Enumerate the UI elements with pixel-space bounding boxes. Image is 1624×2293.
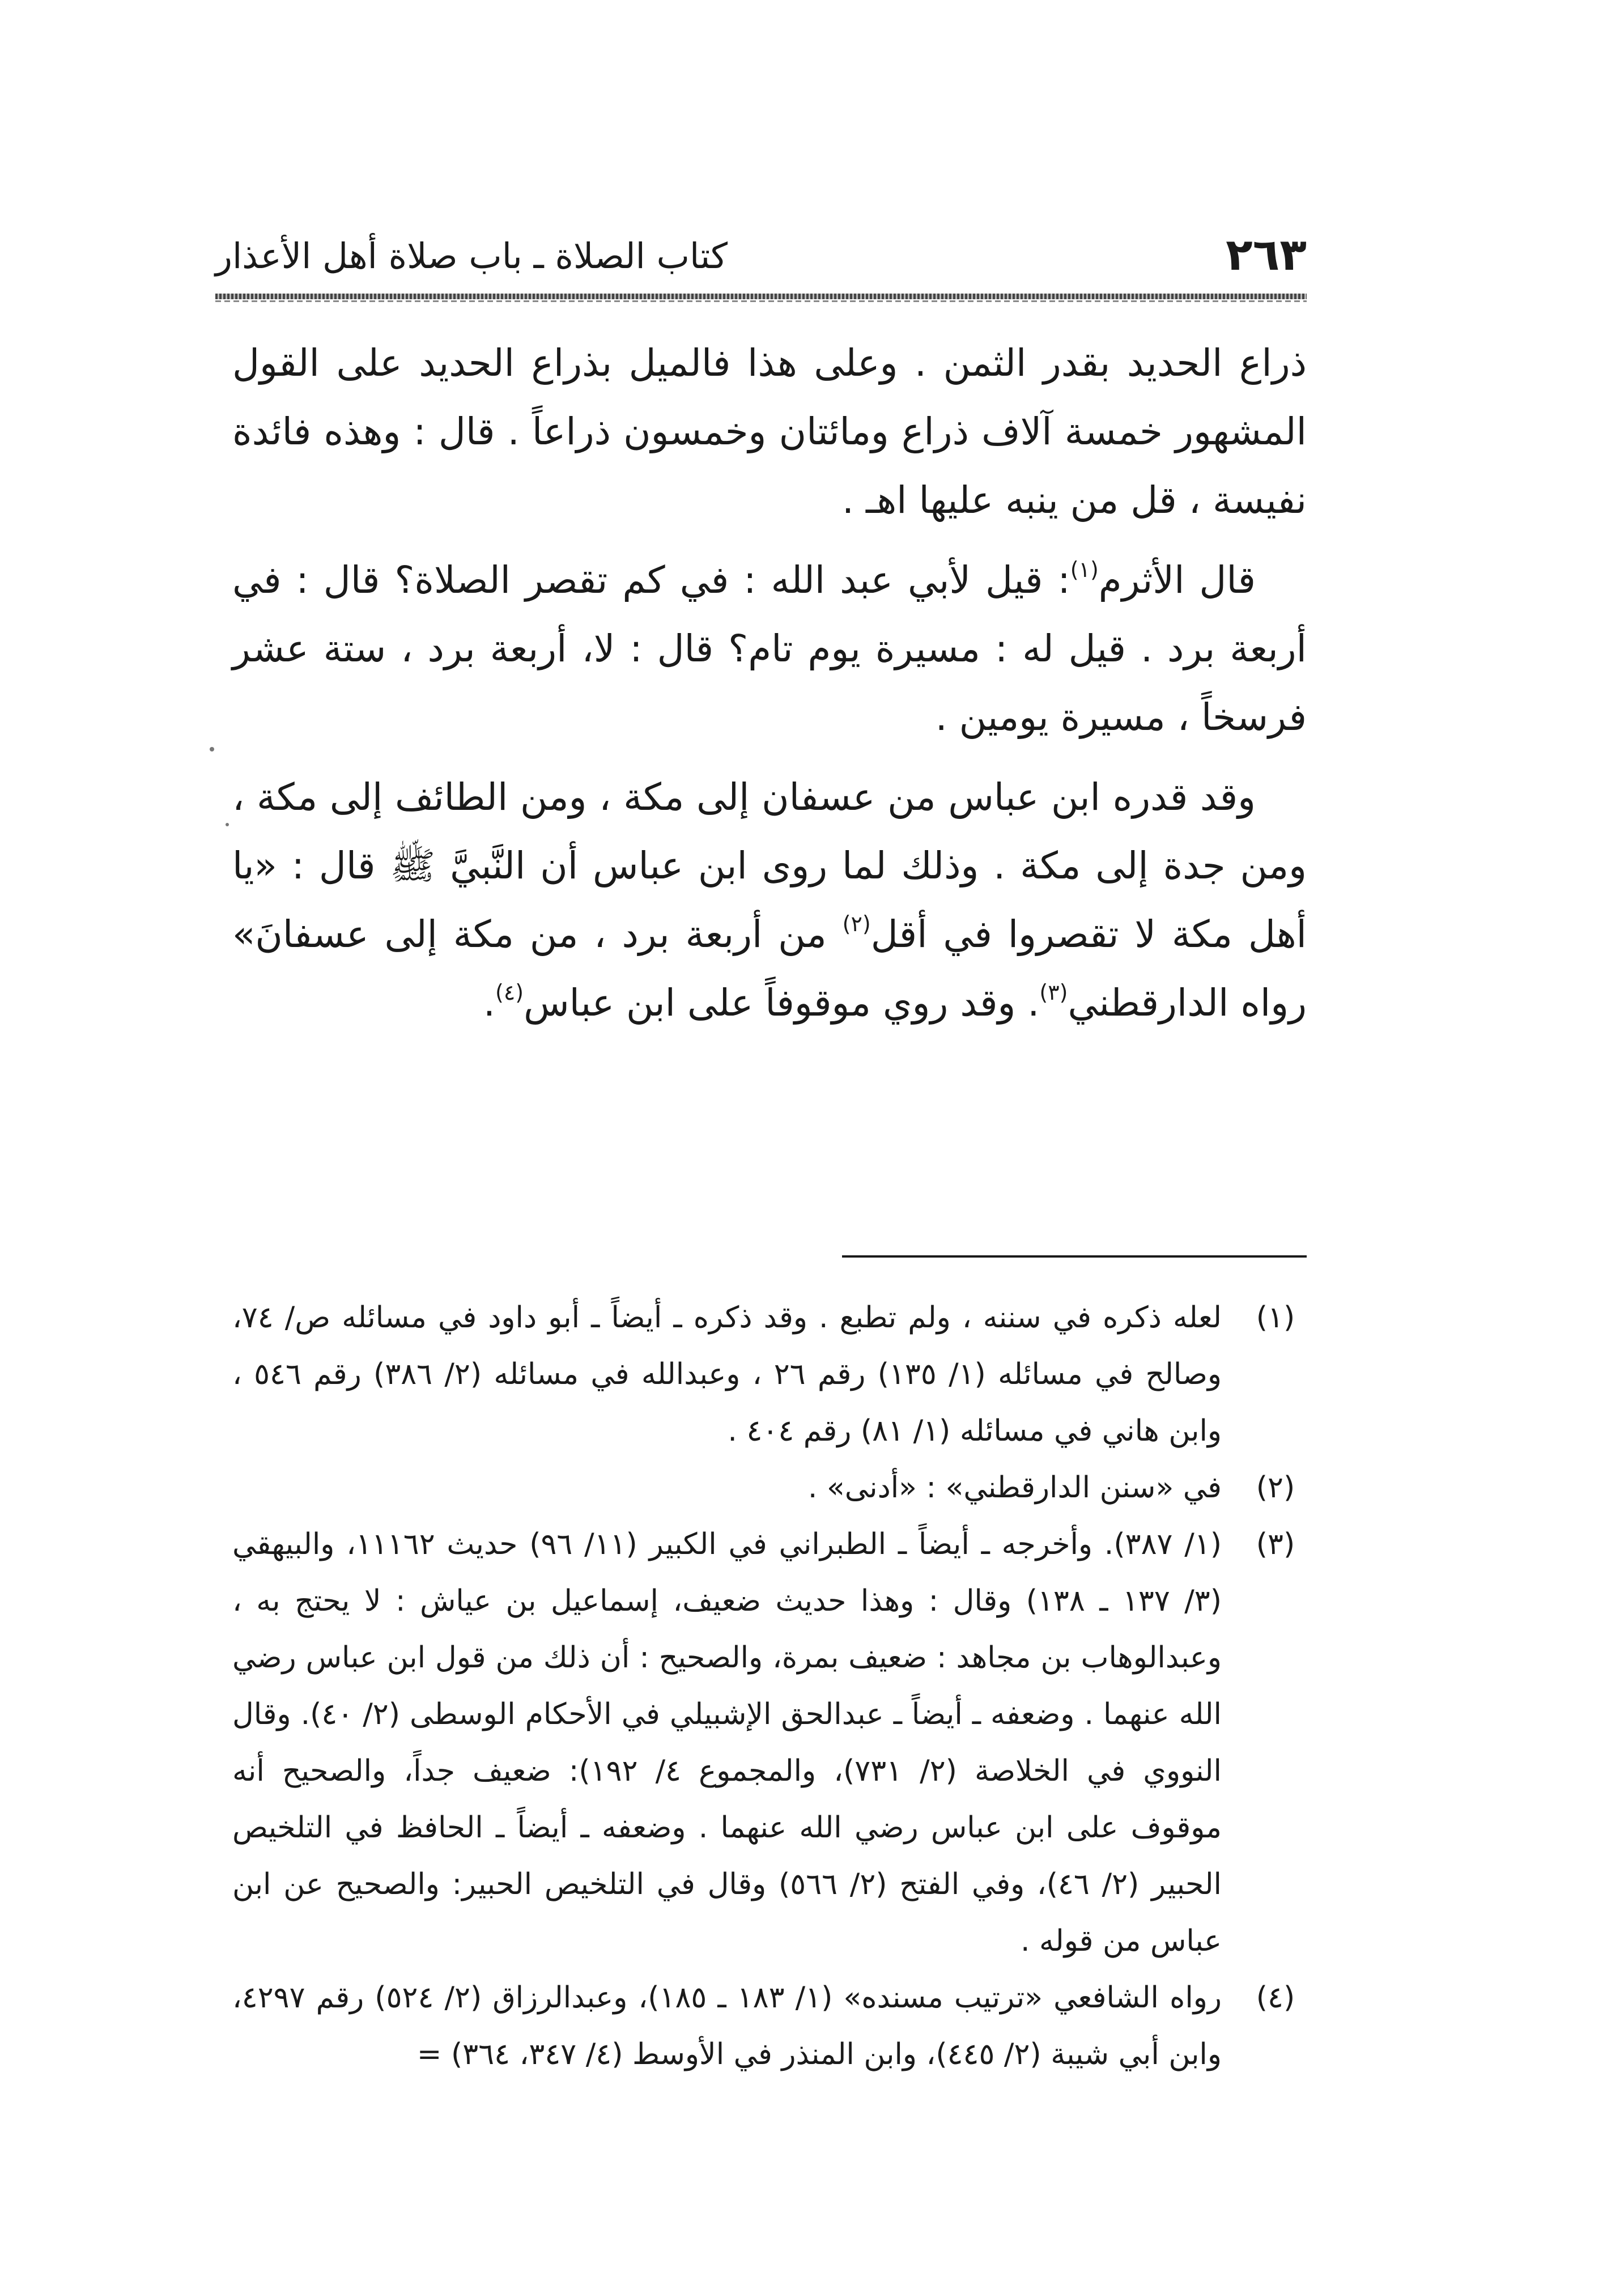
footnote-text: (١/ ٣٨٧). وأخرجه ـ أيضاً ـ الطبراني في الكبير (١١/ ٩٦) حديث ١١١٦٢، والبيهقي (٣/ ١٣٧ ـ ١٣٨) وقال : وهذا حديث ضعيف، إسماعيل بن عياش : لا يحتج به ، وعبدالوهاب بن مجاهد : ضعيف بمرة، والصحيح : أن ذلك من قول ابن عباس رضي الله عنهما . وضعفه ـ أيضاً ـ عبدالحق الإشبيلي في الأحكام الوسطى (٢/ ٤٠). وقال النووي في الخلاصة (٢/ ٧٣١)، والمجموع ٤/ ١٩٢): ضعيف جداً، والصحيح أنه موقوف على ابن عباس رضي الله عنهما . وضعفه ـ أيضاً ـ الحافظ في التلخيص الحبير (٢/ ٤٦)، وفي الفتح (٢/ ٥٦٦) وقال في التلخيص الحبير: والصحيح عن ابن عباس من قوله . — [232, 1527, 1222, 1958]
footnote-2 — [232, 1459, 1307, 1516]
paragraph-3: وقد قدره ابن عباس من عسفان إلى مكة ، ومن الطائف إلى مكة ، ومن جدة إلى مكة . وذلك لما روى ابن عباس أن النَّبيَّ ﷺ قال : «يا أهل مكة لا تقصروا في أقل$^{(٢)}$ من أربعة برد ، من مكة إلى عسفانَ» رواه الدارقطني$^{(٣)}$. وقد روي موقوفاً على ابن عباس$^{(٤)}$. — [232, 775, 1307, 1025]
footnote-ref-3[interactable]: (٣) — [1039, 980, 1068, 1005]
paragraph-1: ذراع الحديد بقدر الثمن . وعلى هذا فالميل بذراع الحديد على القول المشهور خمسة آلاف ذراع ومائتان وخمسون ذراعاً . قال : وهذه فائدة نفيسة ، قل من ينبه عليها اهـ . — [232, 341, 1307, 522]
footnote-divider — [842, 1255, 1307, 1258]
paragraph-2: قال الأثرم$^{(١)}$: قيل لأبي عبد الله : في كم تقصر الصلاة؟ قال : في أربعة برد . قيل له : مسيرة يوم تام؟ قال : لا، أربعة برد ، ستة عشر فرسخاً ، مسيرة يومين . — [232, 557, 1307, 739]
page-number: ٢٦٣ — [1226, 230, 1307, 281]
main-text — [232, 329, 1307, 1048]
footnote-3 — [232, 1516, 1307, 1969]
footnote-ref-1[interactable]: (١) — [1070, 557, 1099, 582]
footnote-number: (١) — [1256, 1301, 1295, 1335]
running-title: كتاب الصلاة ـ باب صلاة أهل الأعذار — [215, 235, 728, 277]
footnote-number: (٤) — [1256, 1981, 1295, 2015]
footnote-text: لعله ذكره في سننه ، ولم تطبع . وقد ذكره ـ أيضاً ـ أبو داود في مسائله ص/ ٧٤، وصالح في مسائله (١/ ١٣٥) رقم ٢٦ ، وعبدالله في مسائله (٢/ ٣٨٦) رقم ٥٤٦ ، وابن هاني في مسائله (١/ ٨١) رقم ٤٠٤ . — [232, 1301, 1222, 1448]
scan-speck — [226, 823, 229, 826]
footnote-ref-4[interactable]: (٤) — [495, 980, 524, 1005]
scan-speck — [210, 747, 214, 751]
running-header — [215, 227, 1307, 289]
footnote-4 — [232, 1969, 1307, 2083]
footnote-ref-2[interactable]: (٢) — [842, 911, 871, 936]
footnotes — [232, 1289, 1307, 2083]
footnote-number: (٢) — [1256, 1471, 1295, 1505]
footnote-1 — [232, 1289, 1307, 1459]
header-divider — [215, 294, 1307, 299]
footnote-text: في «سنن الدارقطني» : «أدنى» . — [807, 1471, 1222, 1505]
footnote-text: رواه الشافعي «ترتيب مسنده» (١/ ١٨٣ ـ ١٨٥)، وعبدالرزاق (٢/ ٥٢٤) رقم ٤٢٩٧، وابن أبي شيبة (٢/ ٤٤٥)، وابن المنذر في الأوسط (٤/ ٣٤٧، ٣٦٤) = — [232, 1981, 1222, 2071]
footnote-number: (٣) — [1256, 1527, 1295, 1561]
